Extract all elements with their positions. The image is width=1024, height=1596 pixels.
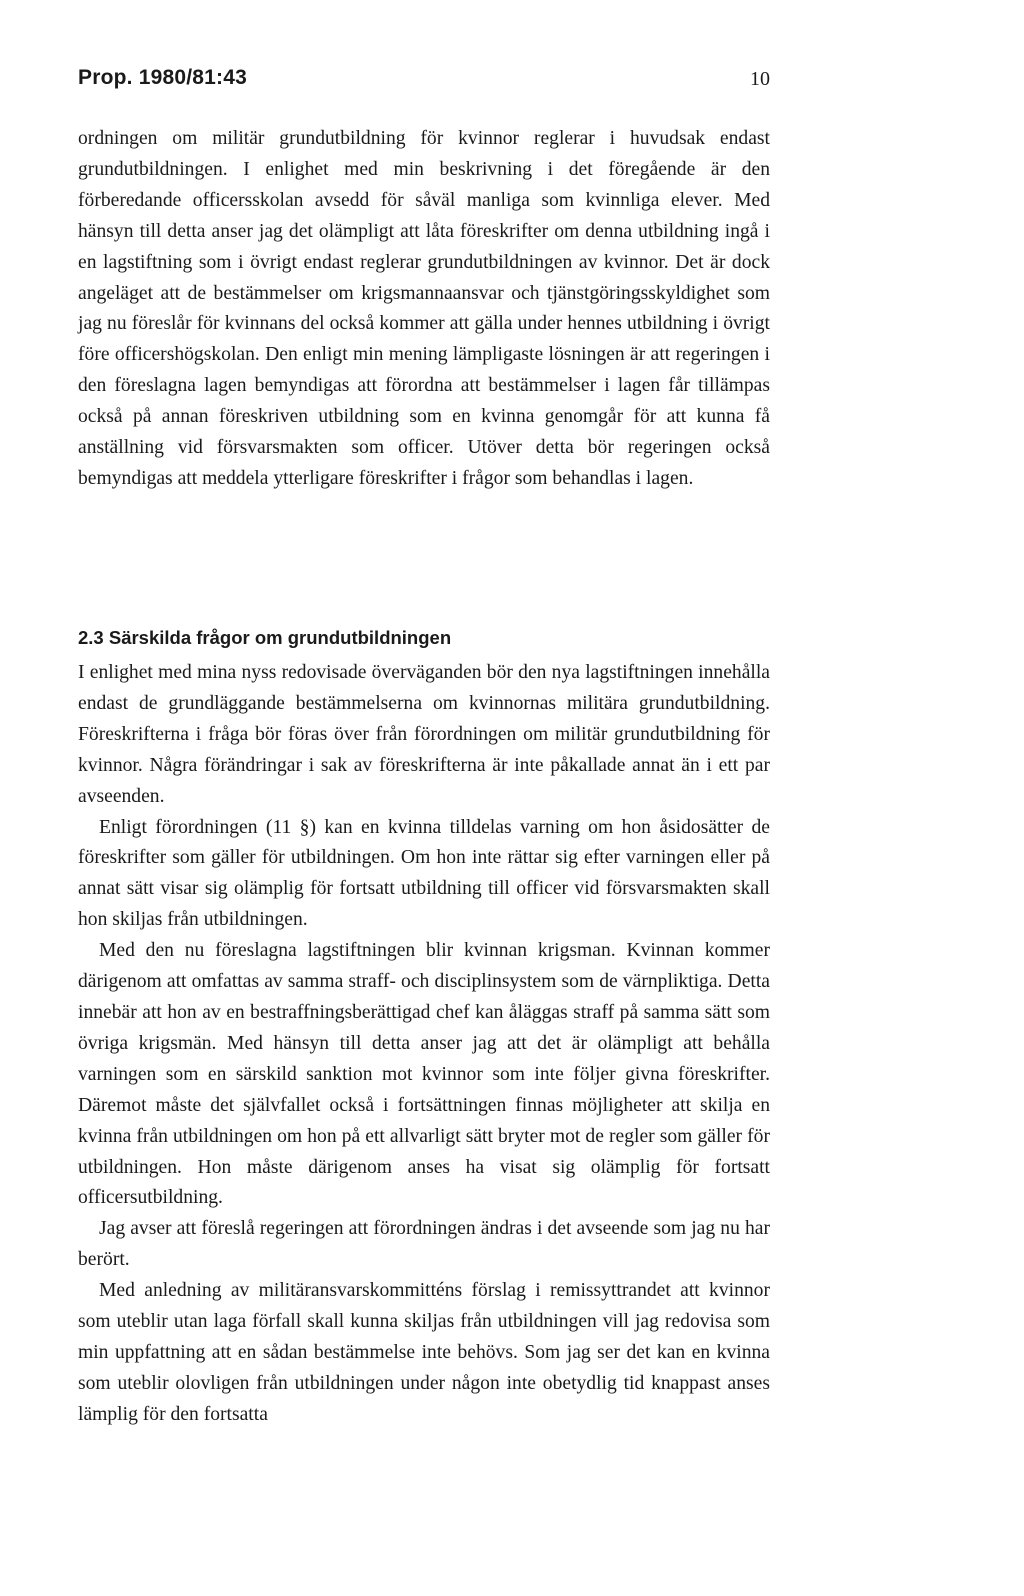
section-paragraph-5: Med anledning av militäransvarskommitténs förslag i remissyttrandet att kvinnor som uteblir utan laga förfall skall kunna skiljas från utbildningen vill jag redovisa som min uppfattning att en sådan bestämmelse inte behövs. Som jag ser det kan en kvinna som uteblir olovligen från utbildningen under någon inte obetydlig tid knappast anses lämplig för den fortsatta bbox=[78, 1280, 770, 1425]
intro-paragraph: ordningen om militär grundutbildning för kvinnor reglerar i huvudsak endast grundutbildningen. I enlighet med min beskrivning i det föregående är den förberedande officersskolan avsedd för såväl manliga som kvinnliga elever. Med hänsyn till detta anser jag det olämpligt att låta föreskrifter om denna utbildning ingå i en lagstiftning som i övrigt endast reglerar grundutbildningen av kvinnor. Det är dock angeläget att de bestämmelser om krigsmannaansvar och tjänstgöringsskyldighet som jag nu föreslår för kvinnans del också kommer att gälla under hennes utbildning i övrigt före officershögskolan. Den enligt min mening lämpligaste lösningen är att regeringen i den föreslagna lagen bemyndigas att förordna att bestämmelser i lagen får tillämpas också på annan föreskriven utbildning som en kvinna genomgår för att kunna få anställning vid försvarsmakten som officer. Utöver detta bör regeringen också bemyndigas att meddela ytterligare föreskrifter i frågor som behandlas i lagen. bbox=[78, 128, 770, 489]
document-reference: Prop. 1980/81:43 bbox=[78, 66, 247, 89]
intro-text-block bbox=[78, 124, 770, 495]
section-paragraph-2: Enligt förordningen (11 §) kan en kvinna tilldelas varning om hon åsidosätter de föreskrifter som gäller för utbildningen. Om hon inte rättar sig efter varningen eller på annat sätt visar sig olämplig för fortsatt utbildning till officer vid försvarsmakten skall hon skiljas från utbildningen. bbox=[78, 816, 770, 931]
section-paragraph-3: Med den nu föreslagna lagstiftningen blir kvinnan krigsman. Kvinnan kommer därigenom att omfattas av samma straff- och disciplinsystem som de värnpliktiga. Detta innebär att hon av en bestraffningsberättigad chef kan åläggas straff på samma sätt som övriga krigsmän. Med hänsyn till detta anser jag att det är olämpligt att behålla varningen som en särskild sanktion mot kvinnor som inte följer givna föreskrifter. Däremot måste det självfallet också i fortsättningen finnas möjligheter att skilja en kvinna från utbildningen om hon på ett allvarligt sätt bryter mot de regler som gäller för utbildningen. Hon måste därigenom anses ha visat sig olämplig för fortsatt officersutbildning. bbox=[78, 940, 770, 1209]
section-paragraph-4: Jag avser att föreslå regeringen att förordningen ändras i det avseende som jag nu har berört. bbox=[78, 1218, 770, 1271]
section-text-block bbox=[78, 658, 770, 1431]
page-number: 10 bbox=[750, 68, 770, 90]
section-paragraph-1: I enlighet med mina nyss redovisade överväganden bör den nya lagstiftningen innehålla endast de grundläggande bestämmelserna om kvinnornas militära grundutbildning. Föreskrifterna i fråga bör föras över från förordningen om militär grundutbildning för kvinnor. Några förändringar i sak av föreskrifterna är inte påkallade annat än i ett par avseenden. bbox=[78, 662, 770, 807]
page-header bbox=[78, 66, 770, 96]
section-heading: 2.3 Särskilda frågor om grundutbildningen bbox=[78, 627, 452, 648]
